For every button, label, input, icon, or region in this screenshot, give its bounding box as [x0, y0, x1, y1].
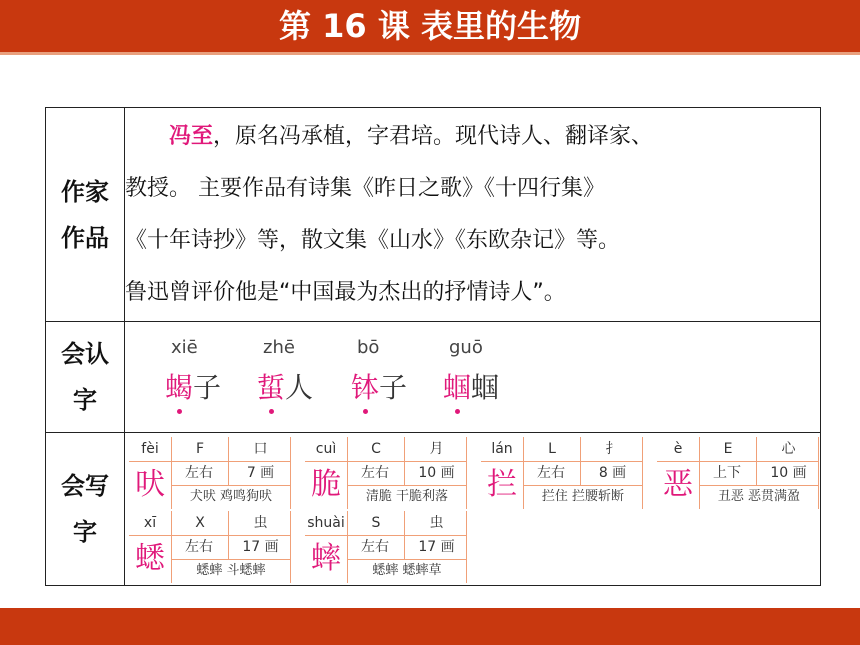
card-radical: 口: [228, 437, 292, 461]
header-underline: [0, 52, 860, 55]
recognize-items: [125, 322, 820, 432]
character-card: [305, 511, 467, 583]
card-words: 犬吠 鸡鸣狗吠: [189, 489, 273, 504]
character-card: [305, 437, 467, 509]
card-initial: X: [171, 511, 228, 535]
card-initial: S: [347, 511, 404, 535]
card-structure: 左右: [361, 539, 389, 555]
author-name: 冯至: [169, 123, 214, 149]
card-strokes: 10 画: [404, 461, 468, 485]
card-pinyin: fèi: [141, 441, 159, 457]
recognize-row: [46, 322, 821, 433]
recognize-cell: [125, 322, 821, 433]
write-row: [46, 433, 821, 586]
card-words: 拦住 拦腰斩断: [541, 489, 625, 504]
card-strokes: 10 画: [756, 461, 820, 485]
author-label-line1: 作家: [61, 177, 109, 206]
author-line2: 教授。 主要作品有诗集《昨日之歌》《十四行集》: [125, 175, 605, 201]
card-radical: 虫: [404, 511, 468, 535]
page-title: 第 16 课 表里的生物: [279, 7, 581, 45]
emphasis-dot: [455, 409, 460, 414]
card-strokes: 17 画: [228, 535, 292, 559]
lesson-table: [45, 107, 821, 586]
card-strokes: 8 画: [580, 461, 644, 485]
recognize-pinyin: xiē: [171, 337, 198, 358]
write-label-line2: 字: [73, 518, 97, 546]
recognize-pinyin: guō: [449, 337, 483, 358]
recognize-label-line1: 会认: [61, 340, 109, 368]
card-radical: 心: [756, 437, 820, 461]
write-cell: [125, 433, 821, 586]
card-strokes: 17 画: [404, 535, 468, 559]
card-structure: 左右: [185, 539, 213, 555]
write-label: [46, 433, 125, 586]
author-line3: 《十年诗抄》等，散文集《山水》《东欧杂记》等。: [125, 227, 621, 253]
emphasis-dot: [269, 409, 274, 414]
author-description: [125, 108, 821, 322]
card-pinyin: shuài: [307, 515, 345, 531]
card-character: 拦: [481, 437, 524, 509]
card-initial: E: [699, 437, 756, 461]
author-line1: [125, 111, 820, 163]
card-words: 丑恶 恶贯满盈: [717, 489, 801, 504]
recognize-item: [257, 336, 313, 408]
card-character: 蟋: [129, 511, 172, 583]
emphasis-dot: [177, 409, 182, 414]
card-words: 蟋蟀 蟋蟀草: [372, 563, 442, 578]
card-character: 恶: [657, 437, 700, 509]
recognize-char: 蝈: [443, 371, 471, 404]
card-words: 蟋蟀 斗蟋蟀: [196, 563, 266, 578]
card-radical: 月: [404, 437, 468, 461]
card-structure: 左右: [537, 465, 565, 481]
card-initial: C: [347, 437, 404, 461]
write-label-line1: 会写: [61, 472, 109, 500]
recognize-rest: 蝈: [471, 371, 500, 404]
author-line1-rest: ，原名冯承植，字君培。现代诗人、翻译家、: [213, 123, 654, 149]
recognize-rest: 人: [285, 371, 314, 404]
card-pinyin: è: [673, 441, 683, 457]
recognize-item: [443, 336, 499, 408]
write-cards: [125, 433, 820, 585]
recognize-item: [351, 336, 407, 408]
card-pinyin: xī: [143, 515, 157, 531]
recognize-item: [165, 336, 221, 408]
card-radical: 虫: [228, 511, 292, 535]
card-initial: L: [523, 437, 580, 461]
card-initial: F: [171, 437, 228, 461]
author-row: [46, 108, 821, 322]
recognize-label: [46, 322, 125, 433]
card-pinyin: cuì: [315, 441, 337, 457]
card-structure: 左右: [361, 465, 389, 481]
author-label: [46, 108, 125, 322]
recognize-char: 蜇: [257, 371, 285, 404]
recognize-pinyin: zhē: [263, 337, 295, 358]
recognize-pinyin: bō: [357, 337, 380, 358]
card-strokes: 7 画: [228, 461, 292, 485]
emphasis-dot: [363, 409, 368, 414]
recognize-char: 蝎: [165, 371, 193, 404]
card-character: 脆: [305, 437, 348, 509]
character-card: [129, 511, 291, 583]
card-character: 吠: [129, 437, 172, 509]
card-radical: 扌: [580, 437, 644, 461]
card-structure: 左右: [185, 465, 213, 481]
character-card: [129, 437, 291, 509]
author-line4: 鲁迅曾评价他是“中国最为杰出的抒情诗人”。: [125, 279, 566, 305]
card-structure: 上下: [713, 465, 741, 481]
card-character: 蟀: [305, 511, 348, 583]
recognize-rest: 子: [193, 371, 222, 404]
card-words: 清脆 干脆利落: [365, 489, 449, 504]
footer-bar: [0, 608, 860, 645]
character-card: [481, 437, 643, 509]
recognize-char: 钵: [351, 371, 379, 404]
recognize-label-line2: 字: [73, 386, 97, 414]
author-label-line2: 作品: [61, 223, 109, 252]
recognize-rest: 子: [379, 371, 408, 404]
card-pinyin: lán: [491, 441, 513, 457]
character-card: [657, 437, 819, 509]
